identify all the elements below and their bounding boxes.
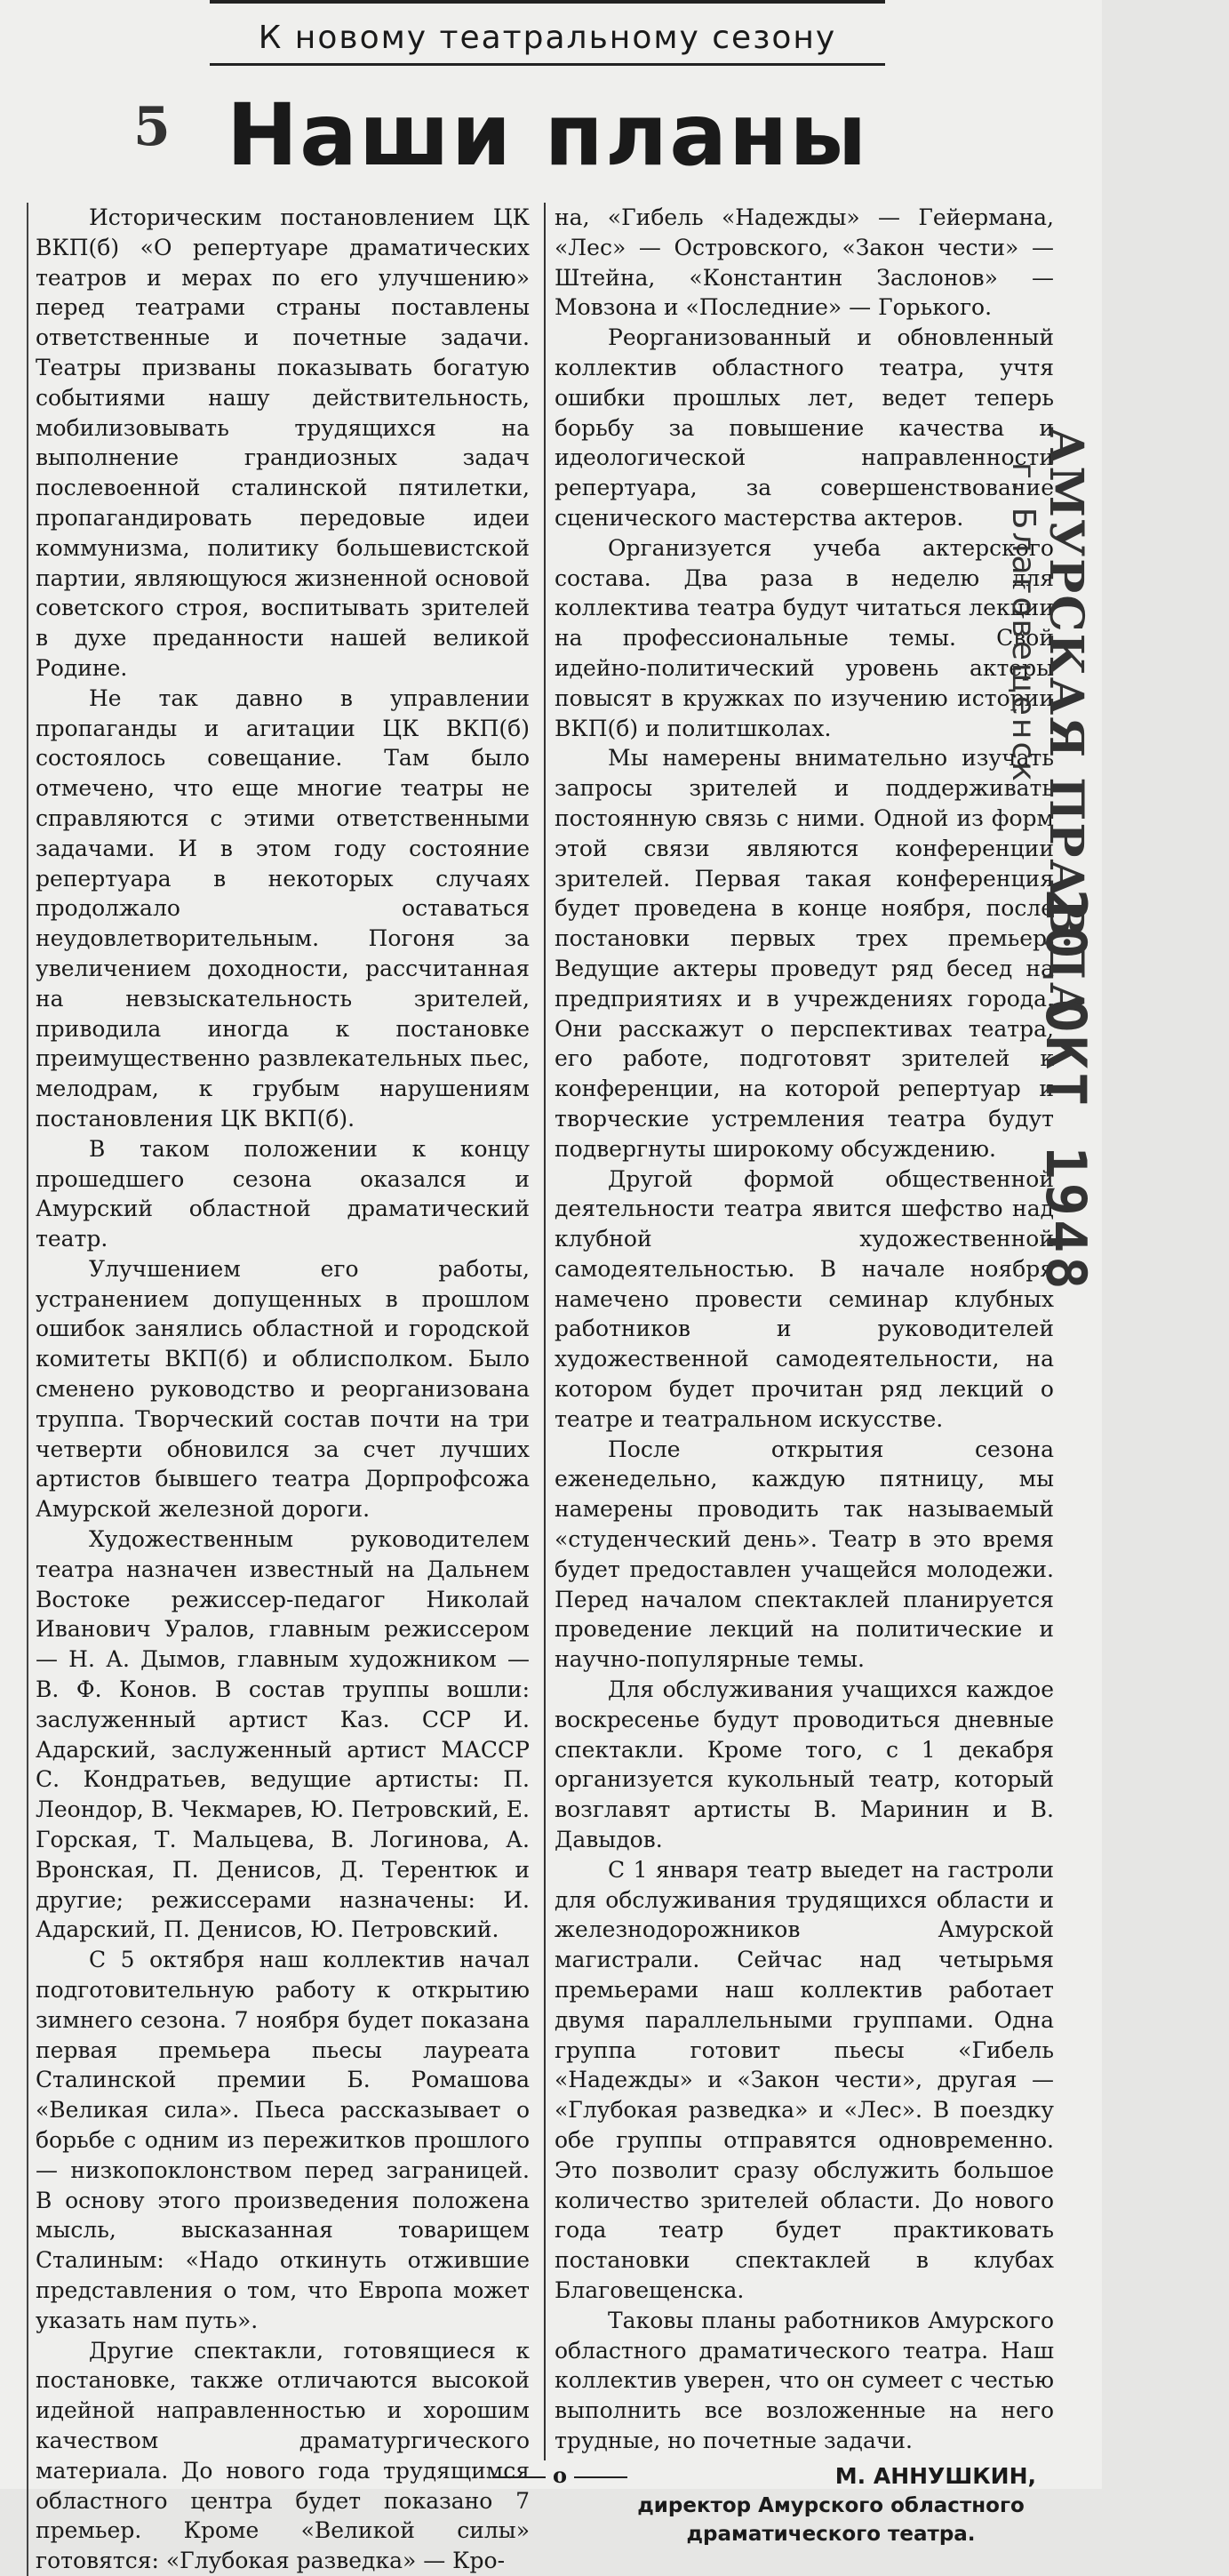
paragraph: После открытия сезона еженедельно, каждую пятницу, мы намерены проводить так называемый «студенческий день». Театр в это время будет предоставлен учащейся молодежи. Перед началом спектаклей планируется проведение лекций на политические и научно-популярные темы.	[555, 1436, 1054, 1673]
paragraph: Другие спектакли, готовящиеся к постановке, также отличаются высокой идейной направленностью и хорошим качеством драматургического материала. До нового года трудящимся областного центра будет показано 7 премьер. Кроме «Великой силы» готовятся: «Глубокая разведка» — Кро-	[36, 2337, 530, 2574]
column-divider	[544, 203, 546, 2460]
stamp-city: г. Благовещенск	[1005, 462, 1041, 785]
paragraph: на, «Гибель «Надежды» — Гейермана, «Лес» — Островского, «Закон чести» — Штейна, «Константин Заслонов» — Мовзона и «Последние» — Горького.	[555, 204, 1054, 321]
archive-stamp	[1005, 427, 1098, 1293]
article-column-2	[552, 203, 1054, 2548]
author-position: директор Амурского областного драматического театра.	[637, 2493, 1025, 2546]
author-name: М. АННУШКИН,	[834, 2462, 1036, 2489]
rubric-heading: К новому театральному сезону	[210, 20, 885, 66]
paragraph: Таковы планы работников Амурского областного драматического театра. Наш коллектив уверен, что он сумеет с честью выполнить все возложенные на него трудные, но почетные задачи.	[555, 2307, 1054, 2453]
paragraph: Реорганизованный и обновленный коллектив областного театра, учтя ошибки прошлых лет, ведет теперь борьбу за повышение качества и идеологической направленности репертуара, за совершенствование сценического мастерства актеров.	[555, 324, 1054, 531]
paragraph: Не так давно в управлении пропаганды и агитации ЦК ВКП(б) состоялось совещание. Там было отмечено, что еще многие театры не справляются с этими ответственными задачами. И в этом году состояние репертуара в некоторых случаях продолжало оставаться неудовлетворительным. Погоня за увеличением доходности, рассчитанная на невзыскательность зрителей, приводила иногда к постановке преимущественно развлекательных пьес, мелодрам, к грубым нарушениям постановления ЦК ВКП(б).	[36, 684, 530, 1132]
article-column-1	[27, 203, 530, 2576]
end-mark	[480, 2462, 640, 2488]
end-rule-left	[492, 2476, 546, 2478]
stamp-newspaper-name: АМУРСКАЯ ПРАВДА	[1039, 427, 1093, 1022]
paragraph: С 1 января театр выедет на гастроли для обслуживания трудящихся области и железнодорожников Амурской магистрали. Сейчас над четырьмя премьерами наш коллектив работает двумя параллельными группами. Одна группа готовит пьесы «Гибель «Надежды» и «Закон чести», другая — «Глубокая разведка» и «Лес». В поездку обе группы отправятся одновременно. Это позволит сразу обслужить большое количество зрителей области. До нового года театр будет практиковать постановки спектаклей в клубах Благовещенска.	[555, 1856, 1054, 2303]
paragraph: Улучшением его работы, устранением допущенных в прошлом ошибок занялись областной и городской комитеты ВКП(б) и облисполком. Было сменено руководство и реорганизована труппа. Творческий состав почти на три четверти обновился за счет лучших артистов бывшего театра Дорпрофсожа Амурской железной дороги.	[36, 1255, 530, 1523]
handwritten-number: 5	[133, 96, 171, 158]
stamp-date: 20 ОКТ 1948	[1033, 889, 1098, 1293]
paragraph: Организуется учеба актерского состава. Два раза в неделю для коллектива театра будут читаться лекции на профессиональные темы. Свой идейно-политический уровень актеры повысят в кружках по изучению истории ВКП(б) и политшколах.	[555, 534, 1054, 741]
paragraph: С 5 октября наш коллектив начал подготовительную работу к открытию зимнего сезона. 7 ноября будет показана первая премьера пьесы лауреата Сталинской премии Б. Ромашова «Великая сила». Пьеса рассказывает о борьбе с одним из пережитков прошлого — низкопоклонством перед заграницей. В основу этого произведения положена мысль, высказанная товарищем Сталиным: «Надо откинуть отжившие представления о том, что Европа может указать нам путь».	[36, 1947, 530, 2333]
paragraph: Историческим постановлением ЦК ВКП(б) «О репертуаре драматических театров и мерах по его улучшению» перед театрами страны поставлены ответственные и почетные задачи. Театры призваны показывать богатую событиями нашу действительность, мобилизовывать трудящихся на выполнение грандиозных задач послевоенной сталинской пятилетки, пропагандировать передовые идеи коммунизма, политику большевистской партии, являющуюся жизненной основой советского строя, воспитывать зрителей в духе преданности нашей великой Родине.	[36, 204, 530, 681]
headline: Наши планы	[226, 85, 869, 185]
paragraph: Художественным руководителем театра назначен известный на Дальнем Востоке режиссер-педагог Николай Иванович Уралов, главным режиссером — Н. А. Дымов, главным художником — В. Ф. Конов. В состав труппы вошли: заслуженный артист Каз. ССР И. Адарский, заслуженный артист МАССР С. Кондратьев, ведущие артисты: П. Леондор, В. Чекмарев, Ю. Петровский, Е. Горская, Т. Мальцева, В. Логинова, А. Вронская, П. Денисов, Д. Терентюк и другие; режиссерами назначены: И. Адарский, П. Денисов, Ю. Петровский.	[36, 1526, 530, 1943]
paragraph: Мы намерены внимательно изучать запросы зрителей и поддерживать постоянную связь с ними. Одной из форм этой связи являются конференции зрителей. Первая такая конференция будет проведена в конце ноября, после постановки первых трех премьер. Ведущие актеры проведут ряд бесед на предприятиях и в учреждениях города. Они расскажут о перспективах театра, его работе, подготовят зрителей к конференции, на которой репертуар и творческие устремления театра будут подвергнуты широкому обсуждению.	[555, 745, 1054, 1162]
top-rule	[210, 0, 885, 4]
paragraph: Для обслуживания учащихся каждое воскресенье будут проводиться дневные спектакли. Кроме того, с 1 декабря организуется кукольный театр, который возглавят артисты В. Маринин и В. Давыдов.	[555, 1676, 1054, 1853]
paragraph: В таком положении к концу прошедшего сезона оказался и Амурский областной драматический театр.	[36, 1135, 530, 1252]
paragraph: Другой формой общественной деятельности театра явится шефство над клубной художественной самодеятельностью. В начале ноября намечено провести семинар клубных работников и руководителей художественной самодеятельности, на котором будет прочитан ряд лекций о театре и театральном искусстве.	[555, 1165, 1054, 1432]
end-mark-glyph: о	[552, 2462, 567, 2488]
end-rule-right	[574, 2476, 627, 2478]
